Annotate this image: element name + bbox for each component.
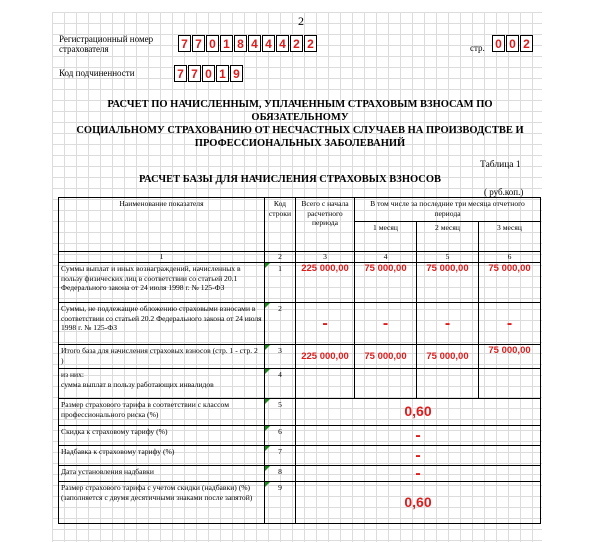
reg-digit: 4: [276, 35, 289, 52]
row-code: 8: [265, 466, 296, 482]
col-header-last3: В том числе за последние три месяца отчетного периода: [355, 198, 541, 222]
cell-value[interactable]: 75 000,00: [479, 263, 541, 303]
cell-value[interactable]: [296, 369, 355, 399]
col-number: 4: [355, 252, 417, 263]
table-row: [59, 446, 541, 466]
cell-value[interactable]: -: [296, 426, 541, 446]
col-header-m1: 1 месяц: [355, 222, 417, 252]
col-number: 1: [59, 252, 265, 263]
sub-digit: 1: [216, 65, 229, 82]
table-row: [59, 426, 541, 446]
cell-value[interactable]: [355, 369, 417, 399]
form-title-line1: РАСЧЕТ ПО НАЧИСЛЕННЫМ, УПЛАЧЕННЫМ СТРАХОВЫМ ВЗНОСАМ ПО ОБЯЗАТЕЛЬНОМУ: [107, 99, 493, 123]
row-code: 5: [265, 399, 296, 426]
reg-number-cells: [178, 35, 317, 52]
table-row: [59, 303, 541, 345]
page-digit: 2: [520, 35, 533, 52]
col-number: 2: [265, 252, 296, 263]
reg-digit: 2: [304, 35, 317, 52]
row-name: Надбавка к страховому тарифу (%): [59, 446, 265, 466]
cell-value[interactable]: -: [296, 303, 355, 345]
row-name: [59, 369, 265, 399]
units-label: ( руб.коп.): [484, 187, 524, 197]
col-number: 6: [479, 252, 541, 263]
cell-value[interactable]: 0,60: [296, 399, 541, 426]
row-name: Скидка к страховому тарифу (%): [59, 426, 265, 446]
cell-value[interactable]: 75 000,00: [417, 345, 479, 369]
cell-value[interactable]: 0,60: [296, 482, 541, 524]
table-row: [59, 345, 541, 369]
reg-digit: 1: [220, 35, 233, 52]
reg-digit: 4: [262, 35, 275, 52]
reg-digit: 0: [206, 35, 219, 52]
col-header-m2: 2 месяц: [417, 222, 479, 252]
row-name: Суммы выплат и иных вознаграждений, начисленных в пользу физических лиц в соответствии со статьей 20.1 Федерального закона от 24 июля 1998 г. № 125-ФЗ: [59, 263, 265, 303]
page-number-cells: [492, 35, 533, 52]
col-number: 3: [296, 252, 355, 263]
row-code: 3: [265, 345, 296, 369]
sub-digit: 9: [230, 65, 243, 82]
page-digit: 0: [506, 35, 519, 52]
subordination-code-cells: [174, 65, 243, 82]
cell-value[interactable]: [479, 369, 541, 399]
row-code: 2: [265, 303, 296, 345]
row-name: Дата установления надбавки: [59, 466, 265, 482]
row-name: Итого база для начисления страховых взносов (стр. 1 - стр. 2 ): [59, 345, 265, 369]
cell-value[interactable]: 75 000,00: [355, 263, 417, 303]
col-header-name: Наименование показателя: [59, 198, 265, 252]
cell-value[interactable]: -: [296, 446, 541, 466]
sub-digit: 0: [202, 65, 215, 82]
reg-digit: 7: [192, 35, 205, 52]
table-title: РАСЧЕТ БАЗЫ ДЛЯ НАЧИСЛЕНИЯ СТРАХОВЫХ ВЗНОСОВ: [138, 174, 442, 185]
col-header-m3: 3 месяц: [479, 222, 541, 252]
table-label: Таблица 1: [480, 160, 521, 170]
reg-digit: 8: [234, 35, 247, 52]
table-row: [59, 263, 541, 303]
reg-number-label-line2: страхователя: [59, 44, 109, 54]
form-title-line2: СОЦИАЛЬНОМУ СТРАХОВАНИЮ ОТ НЕСЧАСТНЫХ СЛУЧАЕВ НА ПРОИЗВОДСТВЕ И: [76, 125, 524, 136]
reg-digit: 2: [290, 35, 303, 52]
cell-value[interactable]: -: [417, 303, 479, 345]
table-row: [59, 369, 541, 399]
sub-digit: 7: [188, 65, 201, 82]
form-title-line3: ПРОФЕССИОНАЛЬНЫХ ЗАБОЛЕВАНИЙ: [194, 138, 406, 149]
row-code: 1: [265, 263, 296, 303]
row-code: 4: [265, 369, 296, 399]
cell-value[interactable]: 225 000,00: [296, 263, 355, 303]
cell-value[interactable]: 75 000,00: [355, 345, 417, 369]
form-title: [70, 98, 530, 150]
calculation-table: [58, 197, 541, 524]
subordination-code-label: Код подчиненности: [59, 68, 135, 78]
reg-number-label-line1: Регистрационный номер: [59, 34, 154, 44]
row-name: Размер страхового тарифа с учетом скидки (надбавки) (%) (заполняется с двумя десятичными знаками после запятой): [59, 482, 265, 524]
table-row: [59, 466, 541, 482]
cell-value[interactable]: -: [479, 303, 541, 345]
cell-value[interactable]: 75 000,00: [479, 345, 541, 369]
col-number: 5: [417, 252, 479, 263]
row-name-line2: сумма выплат в пользу работающих инвалидов: [61, 379, 214, 389]
row-name: Размер страхового тарифа в соответствии с классом профессионального риска (%): [59, 399, 265, 426]
page-digit: 0: [492, 35, 505, 52]
row-name: Суммы, не подлежащие обложению страховыми взносами в соответствии со статьей 20.2 Федерального закона от 24 июля 1998 г. № 125-ФЗ: [59, 303, 265, 345]
col-header-total: Всего с начала расчетного периода: [296, 198, 355, 252]
table-row: [59, 482, 541, 524]
row-code: 6: [265, 426, 296, 446]
reg-digit: 7: [178, 35, 191, 52]
row-name-line1: из них:: [61, 370, 84, 379]
cell-value[interactable]: -: [355, 303, 417, 345]
cell-value[interactable]: 225 000,00: [296, 345, 355, 369]
page-number: 2: [298, 14, 304, 28]
row-code: 9: [265, 482, 296, 524]
row-code: 7: [265, 446, 296, 466]
reg-digit: 4: [248, 35, 261, 52]
table-row: [59, 399, 541, 426]
sub-digit: 7: [174, 65, 187, 82]
reg-number-label: [59, 34, 153, 54]
cell-value[interactable]: 75 000,00: [417, 263, 479, 303]
col-header-code: Код строки: [265, 198, 296, 252]
page-label: стр.: [470, 43, 485, 53]
cell-value[interactable]: [417, 369, 479, 399]
cell-value[interactable]: -: [296, 466, 541, 482]
